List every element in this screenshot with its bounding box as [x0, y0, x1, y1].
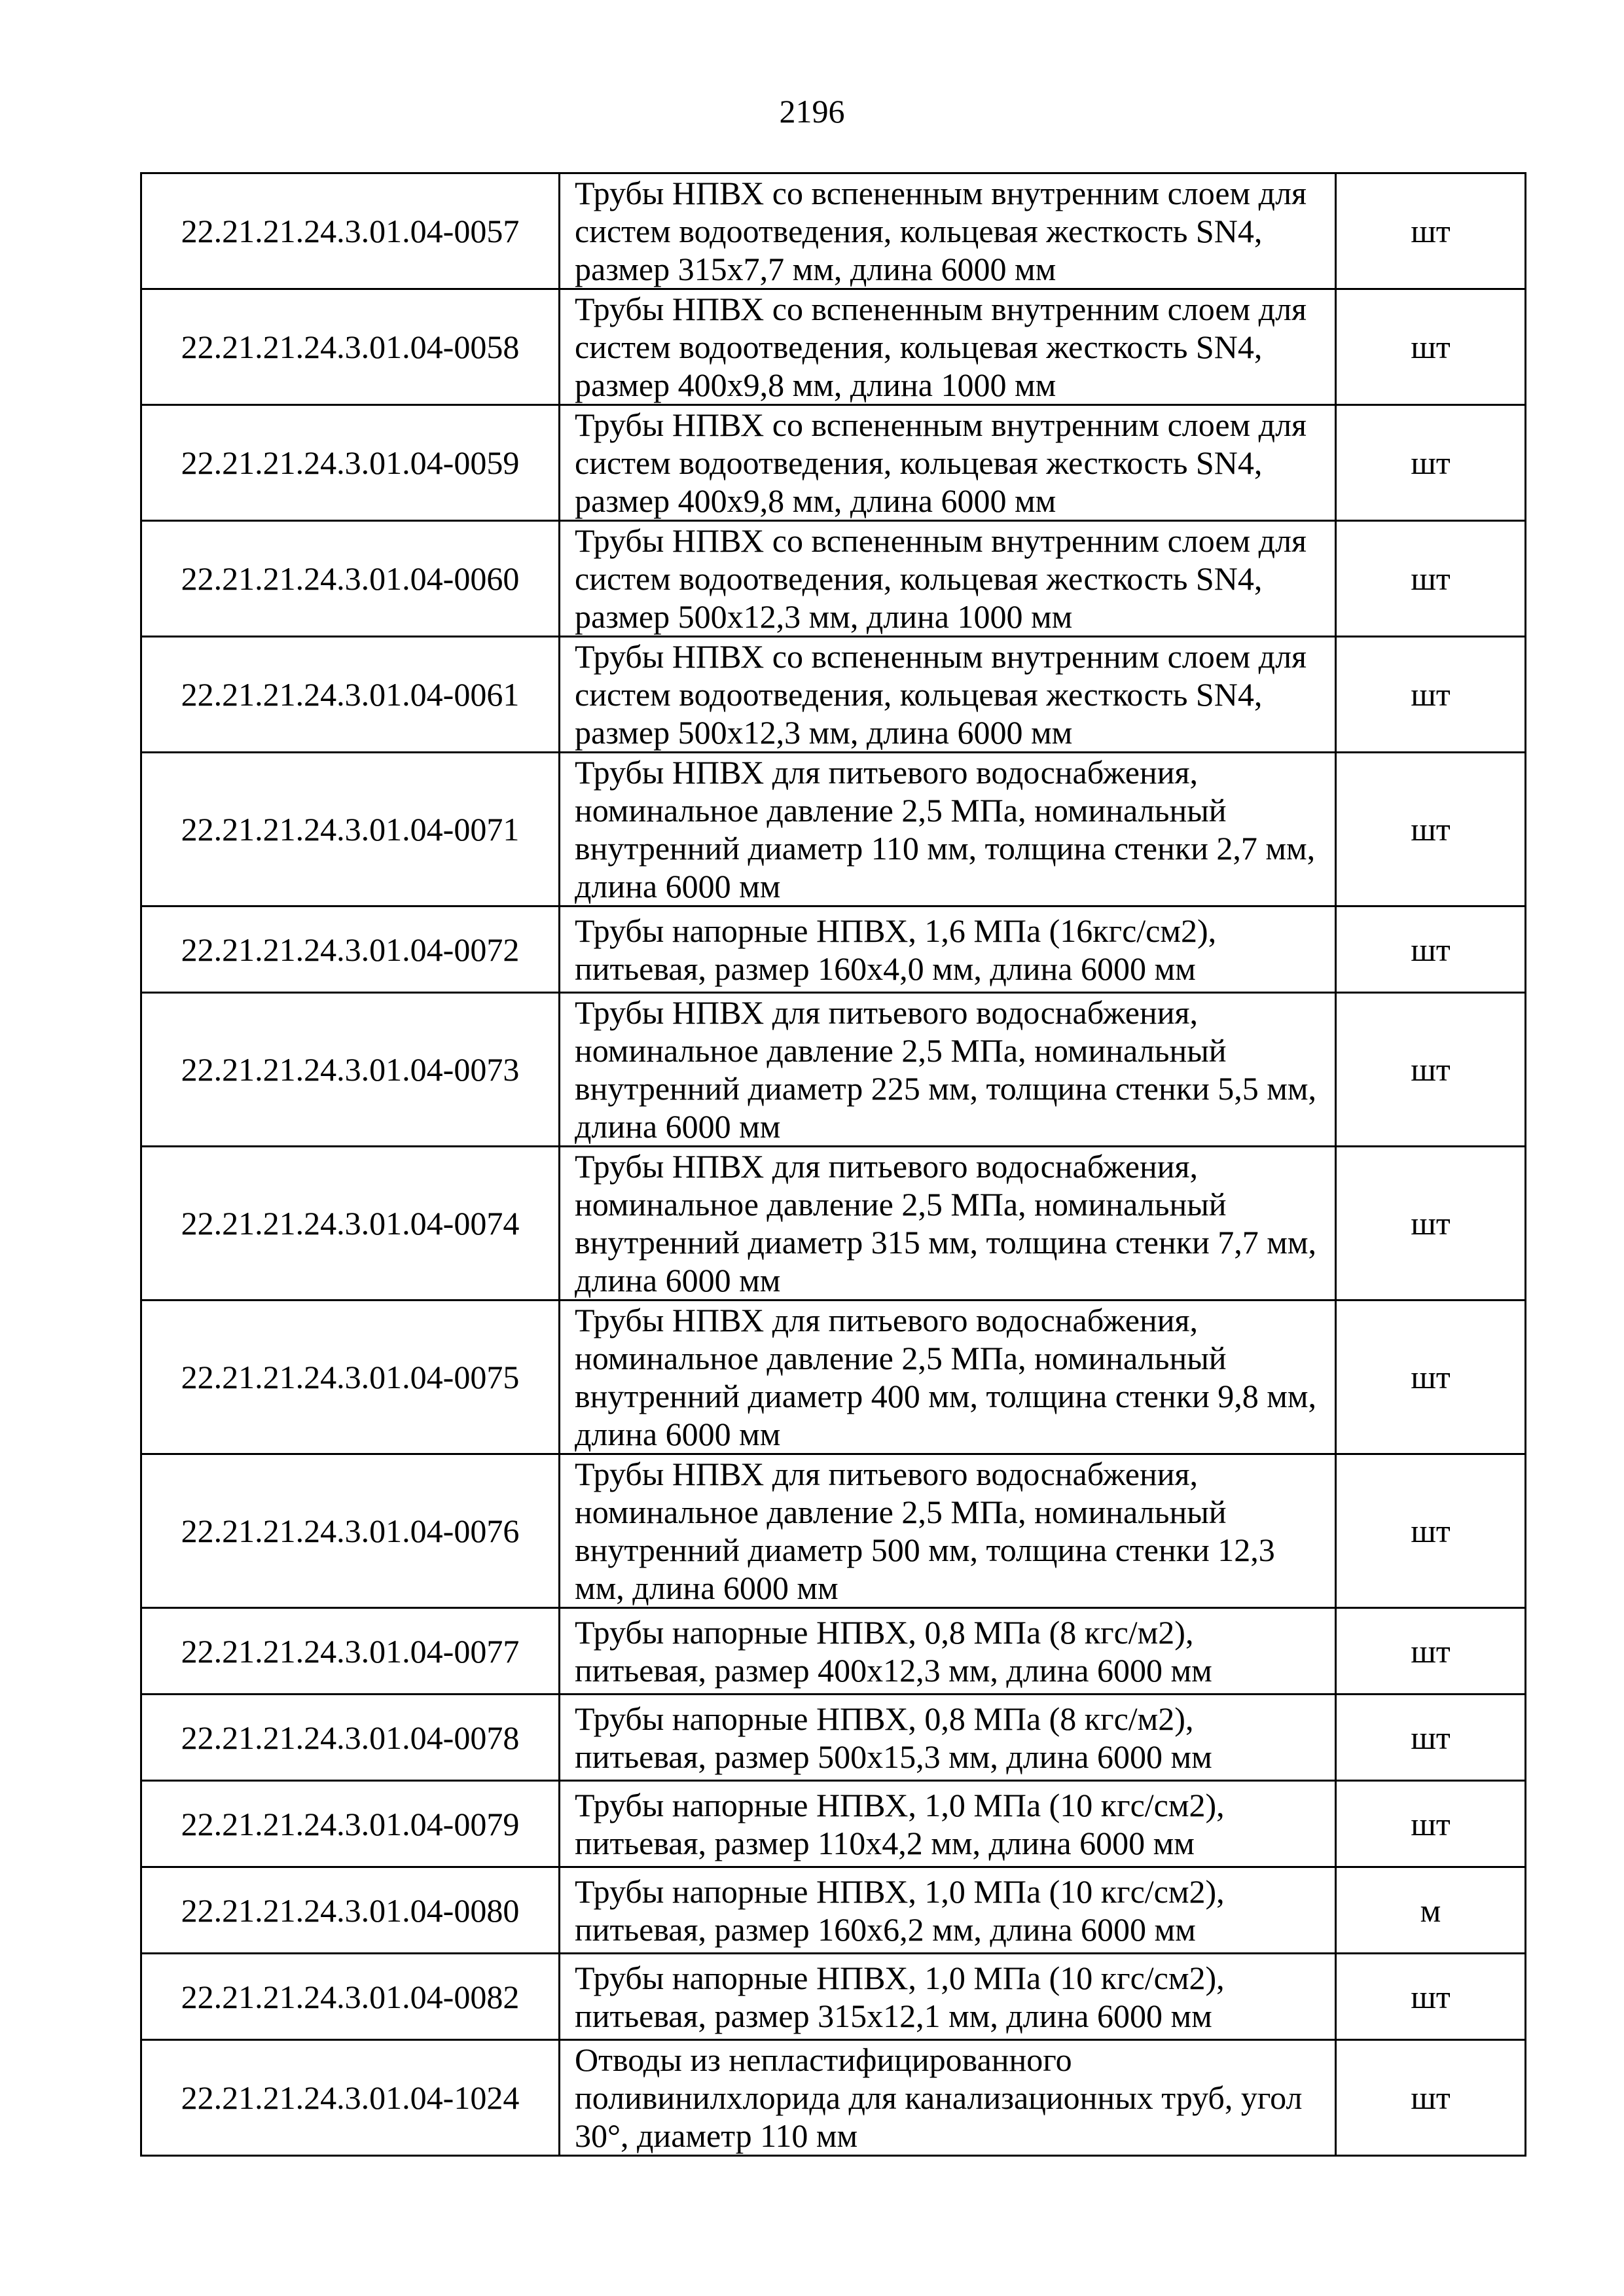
resource-code: 22.21.21.24.3.01.04-0073: [141, 993, 560, 1147]
table-row: [141, 637, 1526, 753]
resource-code: 22.21.21.24.3.01.04-0059: [141, 405, 560, 521]
resource-code: 22.21.21.24.3.01.04-0082: [141, 1954, 560, 2040]
resource-description: Трубы напорные НПВХ, 0,8 МПа (8 кгс/м2), питьевая, размер 500х15,3 мм, длина 6000 мм: [560, 1695, 1336, 1781]
unit-of-measure: шт: [1336, 906, 1526, 993]
resource-code: 22.21.21.24.3.01.04-0078: [141, 1695, 560, 1781]
table-row: [141, 1608, 1526, 1695]
table-row: [141, 1147, 1526, 1300]
page-number: 2196: [779, 93, 845, 130]
resource-description: Трубы напорные НПВХ, 1,0 МПа (10 кгс/см2), питьевая, размер 110х4,2 мм, длина 6000 мм: [560, 1781, 1336, 1867]
resource-code: 22.21.21.24.3.01.04-0077: [141, 1608, 560, 1695]
table-row: [141, 1695, 1526, 1781]
unit-of-measure: шт: [1336, 1454, 1526, 1608]
unit-of-measure: шт: [1336, 173, 1526, 289]
resource-code: 22.21.21.24.3.01.04-0076: [141, 1454, 560, 1608]
resource-code: 22.21.21.24.3.01.04-0072: [141, 906, 560, 993]
resource-code: 22.21.21.24.3.01.04-1024: [141, 2040, 560, 2156]
resource-description: Трубы НПВХ со вспененным внутренним слоем для систем водоотведения, кольцевая жесткость SN4, размер 500х12,3 мм, длина 6000 мм: [560, 637, 1336, 753]
resource-description: Трубы НПВХ для питьевого водоснабжения, номинальное давление 2,5 МПа, номинальный внутренний диаметр 225 мм, толщина стенки 5,5 мм, длина 6000 мм: [560, 993, 1336, 1147]
unit-of-measure: шт: [1336, 993, 1526, 1147]
resource-description: Трубы НПВХ для питьевого водоснабжения, номинальное давление 2,5 МПа, номинальный внутренний диаметр 315 мм, толщина стенки 7,7 мм, длина 6000 мм: [560, 1147, 1336, 1300]
resource-description: Трубы НПВХ со вспененным внутренним слоем для систем водоотведения, кольцевая жесткость SN4, размер 500х12,3 мм, длина 1000 мм: [560, 521, 1336, 637]
resource-description: Трубы НПВХ для питьевого водоснабжения, номинальное давление 2,5 МПа, номинальный внутренний диаметр 110 мм, толщина стенки 2,7 мм, длина 6000 мм: [560, 753, 1336, 906]
resource-description: Трубы НПВХ со вспененным внутренним слоем для систем водоотведения, кольцевая жесткость SN4, размер 315х7,7 мм, длина 6000 мм: [560, 173, 1336, 289]
resource-description: Отводы из непластифицированного поливинилхлорида для канализационных труб, угол 30°, диаметр 110 мм: [560, 2040, 1336, 2156]
resource-description: Трубы напорные НПВХ, 1,0 МПа (10 кгс/см2), питьевая, размер 160х6,2 мм, длина 6000 мм: [560, 1867, 1336, 1954]
unit-of-measure: шт: [1336, 521, 1526, 637]
resource-description: Трубы напорные НПВХ, 1,0 МПа (10 кгс/см2), питьевая, размер 315х12,1 мм, длина 6000 мм: [560, 1954, 1336, 2040]
table-row: [141, 1781, 1526, 1867]
resource-description: Трубы напорные НПВХ, 1,6 МПа (16кгс/см2), питьевая, размер 160х4,0 мм, длина 6000 мм: [560, 906, 1336, 993]
resource-code: 22.21.21.24.3.01.04-0080: [141, 1867, 560, 1954]
table-row: [141, 173, 1526, 289]
unit-of-measure: м: [1336, 1867, 1526, 1954]
table-row: [141, 1454, 1526, 1608]
unit-of-measure: шт: [1336, 2040, 1526, 2156]
table-row: [141, 753, 1526, 906]
resource-code: 22.21.21.24.3.01.04-0075: [141, 1300, 560, 1454]
unit-of-measure: шт: [1336, 405, 1526, 521]
table-row: [141, 289, 1526, 405]
unit-of-measure: шт: [1336, 1300, 1526, 1454]
resource-table: [140, 172, 1526, 2157]
table-row: [141, 521, 1526, 637]
resource-code: 22.21.21.24.3.01.04-0079: [141, 1781, 560, 1867]
table-row: [141, 1954, 1526, 2040]
unit-of-measure: шт: [1336, 753, 1526, 906]
unit-of-measure: шт: [1336, 1608, 1526, 1695]
resource-code: 22.21.21.24.3.01.04-0071: [141, 753, 560, 906]
table-row: [141, 405, 1526, 521]
table-row: [141, 993, 1526, 1147]
unit-of-measure: шт: [1336, 1147, 1526, 1300]
resource-description: Трубы НПВХ со вспененным внутренним слоем для систем водоотведения, кольцевая жесткость SN4, размер 400х9,8 мм, длина 6000 мм: [560, 405, 1336, 521]
table-row: [141, 1300, 1526, 1454]
unit-of-measure: шт: [1336, 1695, 1526, 1781]
unit-of-measure: шт: [1336, 1954, 1526, 2040]
resource-code: 22.21.21.24.3.01.04-0058: [141, 289, 560, 405]
resource-description: Трубы НПВХ для питьевого водоснабжения, номинальное давление 2,5 МПа, номинальный внутренний диаметр 400 мм, толщина стенки 9,8 мм, длина 6000 мм: [560, 1300, 1336, 1454]
resource-code: 22.21.21.24.3.01.04-0074: [141, 1147, 560, 1300]
unit-of-measure: шт: [1336, 289, 1526, 405]
table-row: [141, 906, 1526, 993]
resource-description: Трубы напорные НПВХ, 0,8 МПа (8 кгс/м2), питьевая, размер 400х12,3 мм, длина 6000 мм: [560, 1608, 1336, 1695]
resource-description: Трубы НПВХ со вспененным внутренним слоем для систем водоотведения, кольцевая жесткость SN4, размер 400х9,8 мм, длина 1000 мм: [560, 289, 1336, 405]
resource-code: 22.21.21.24.3.01.04-0061: [141, 637, 560, 753]
resource-description: Трубы НПВХ для питьевого водоснабжения, номинальное давление 2,5 МПа, номинальный внутренний диаметр 500 мм, толщина стенки 12,3 мм, длина 6000 мм: [560, 1454, 1336, 1608]
table-row: [141, 2040, 1526, 2156]
table-row: [141, 1867, 1526, 1954]
resource-code: 22.21.21.24.3.01.04-0060: [141, 521, 560, 637]
unit-of-measure: шт: [1336, 1781, 1526, 1867]
unit-of-measure: шт: [1336, 637, 1526, 753]
resource-code: 22.21.21.24.3.01.04-0057: [141, 173, 560, 289]
